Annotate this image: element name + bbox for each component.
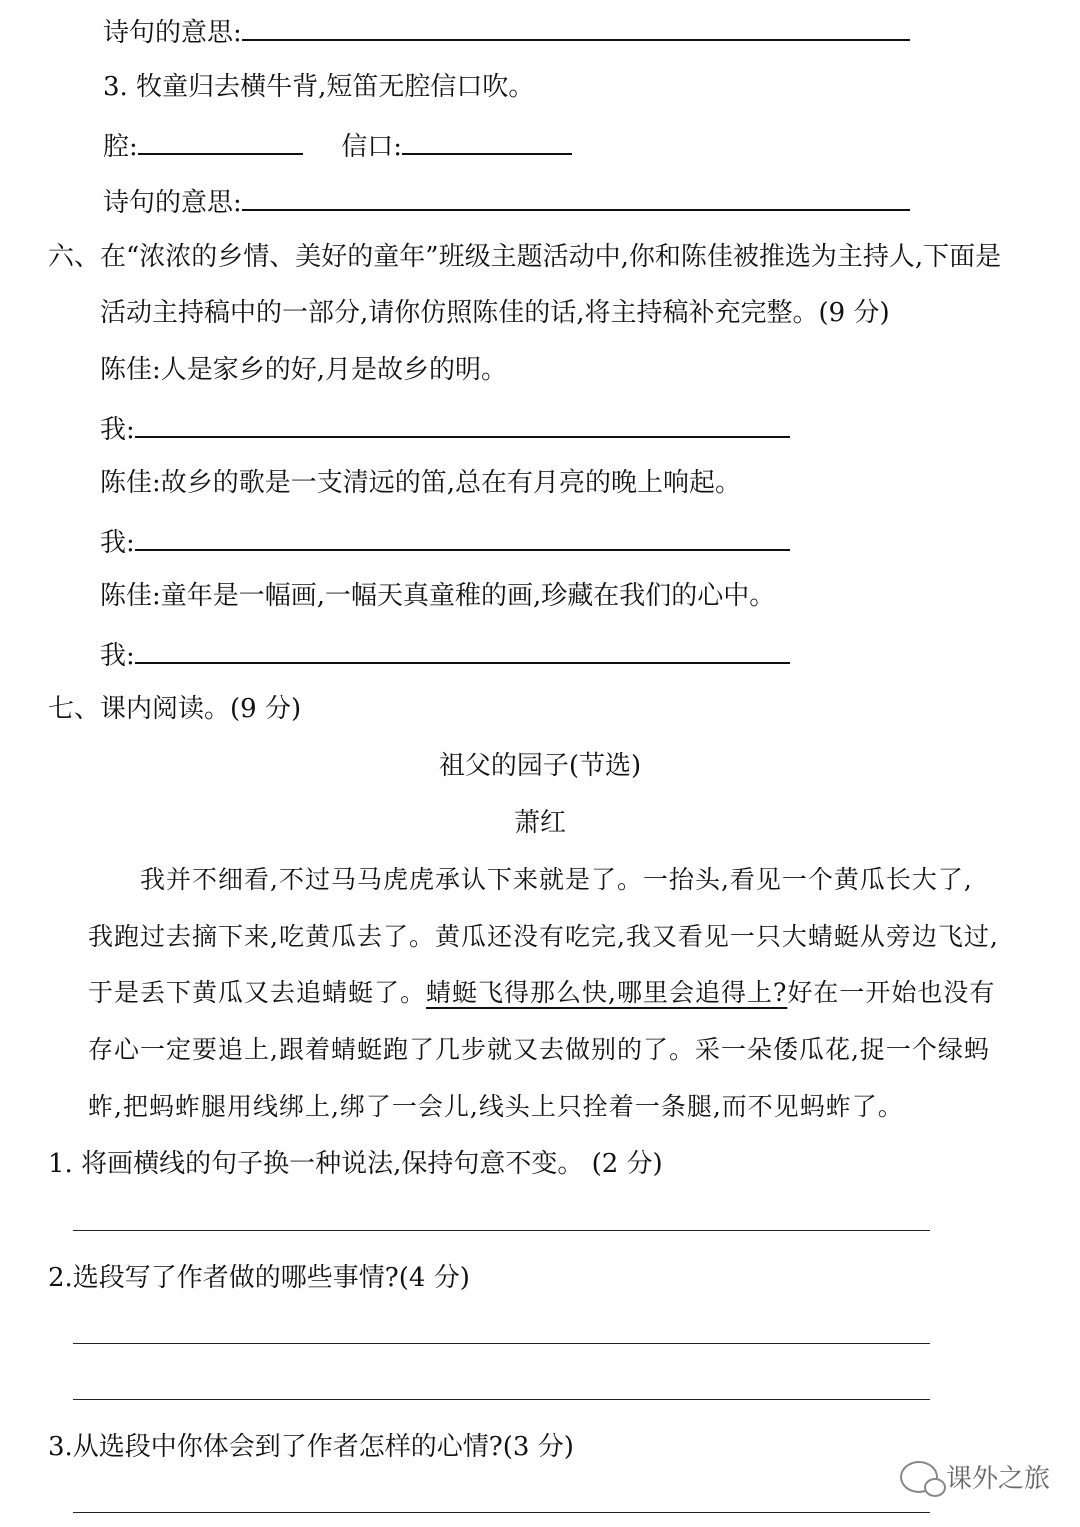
qiang-blank[interactable] bbox=[138, 127, 303, 155]
me-answer-blank[interactable] bbox=[135, 410, 790, 438]
me-label: 我: bbox=[100, 641, 135, 671]
chenjia-line-2: 陈佳:故乡的歌是一支清远的笛,总在有月亮的晚上响起。 bbox=[100, 468, 742, 498]
poem-item-3: 3. 牧童归去横牛背,短笛无腔信口吹。 bbox=[103, 72, 535, 102]
watermark-text: 课外之旅 bbox=[945, 1464, 1050, 1494]
word-blanks-line bbox=[103, 127, 572, 164]
sub-question-2: 2.选段写了作者做的哪些事情?(4 分) bbox=[48, 1263, 470, 1293]
meaning-line-2 bbox=[103, 183, 910, 220]
chenjia-line-1: 陈佳:人是家乡的好,月是故乡的明。 bbox=[100, 355, 508, 385]
watermark bbox=[900, 1458, 1050, 1495]
passage-text: 于是丢下黄瓜又去追蜻蜓了。 bbox=[88, 978, 427, 1007]
me-answer-blank[interactable] bbox=[135, 636, 790, 664]
underlined-sentence: 蜻蜓飞得那么快,哪里会追得上? bbox=[426, 978, 788, 1007]
passage-title: 祖父的园子(节选) bbox=[438, 751, 642, 781]
answer-line[interactable] bbox=[73, 1399, 930, 1400]
sub-question-1: 1. 将画横线的句子换一种说法,保持句意不变。 (2 分) bbox=[48, 1149, 663, 1179]
passage-line-2: 我跑过去摘下来,吃黄瓜去了。黄瓜还没有吃完,我又看见一只大蜻蜓从旁边飞过, bbox=[88, 922, 999, 951]
q6-prompt-line-2: 活动主持稿中的一部分,请你仿照陈佳的话,将主持稿补充完整。(9 分) bbox=[100, 298, 890, 328]
q6-prompt-line-1: 六、在“浓浓的乡情、美好的童年”班级主题活动中,你和陈佳被推选为主持人,下面是 bbox=[48, 242, 1002, 272]
me-label: 我: bbox=[100, 528, 135, 558]
me-answer-blank[interactable] bbox=[135, 523, 790, 551]
answer-blank[interactable] bbox=[242, 183, 910, 211]
meaning-label: 诗句的意思: bbox=[103, 18, 242, 48]
me-label: 我: bbox=[100, 415, 135, 445]
answer-blank[interactable] bbox=[242, 13, 910, 41]
me-line-1 bbox=[100, 410, 790, 447]
passage-text: 好在一开始也没有 bbox=[787, 978, 996, 1007]
passage-line-5: 蚱,把蚂蚱腿用线绑上,绑了一会儿,线头上只拴着一条腿,而不见蚂蚱了。 bbox=[88, 1092, 904, 1121]
passage-line-3 bbox=[88, 976, 995, 1010]
xinkou-blank[interactable] bbox=[402, 127, 572, 155]
passage-line-1: 我并不细看,不过马马虎虎承认下来就是了。一抬头,看见一个黄瓜长大了, bbox=[140, 865, 973, 894]
meaning-label: 诗句的意思: bbox=[103, 188, 242, 218]
wechat-icon bbox=[900, 1461, 938, 1493]
me-line-3 bbox=[100, 636, 790, 673]
answer-line[interactable] bbox=[73, 1230, 930, 1231]
qiang-label: 腔: bbox=[103, 132, 138, 162]
meaning-line-1 bbox=[103, 13, 910, 50]
chenjia-line-3: 陈佳:童年是一幅画,一幅天真童稚的画,珍藏在我们的心中。 bbox=[100, 581, 776, 611]
passage-author: 萧红 bbox=[513, 808, 566, 838]
passage-line-4: 存心一定要追上,跟着蜻蜓跑了几步就又去做别的了。采一朵倭瓜花,捉一个绿蚂 bbox=[88, 1035, 990, 1064]
answer-line[interactable] bbox=[73, 1343, 930, 1344]
xinkou-label: 信口: bbox=[341, 132, 403, 162]
answer-line[interactable] bbox=[73, 1512, 930, 1513]
sub-question-3: 3.从选段中你体会到了作者怎样的心情?(3 分) bbox=[48, 1432, 574, 1462]
q7-heading: 七、课内阅读。(9 分) bbox=[48, 694, 302, 724]
me-line-2 bbox=[100, 523, 790, 560]
